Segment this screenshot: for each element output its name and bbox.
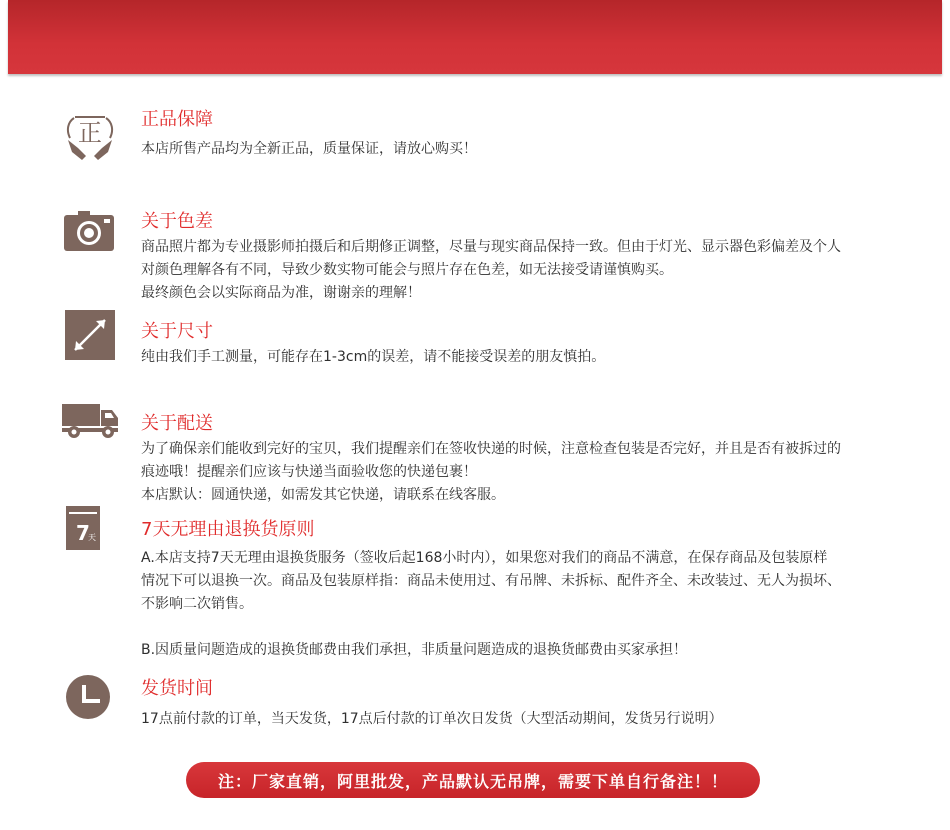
section-title: 发货时间 — [141, 678, 213, 699]
size-icon — [60, 307, 120, 367]
section-title: 关于尺寸 — [141, 321, 213, 342]
body-line: A.本店支持7天无理由退换货服务（签收后起168小时内），如果您对我们的商品不满意，在保存商品及包装原样 — [141, 550, 828, 566]
section-title: 7天无理由退换货原则 — [141, 519, 315, 540]
body-line: 商品照片都为专业摄影师拍摄后和后期修正调整，尽量与现实商品保持一致。但由于灯光、显示器色彩偏差及个人 — [141, 239, 841, 255]
body-line: 17点前付款的订单，当天发货，17点后付款的订单次日发货（大型活动期间，发货另行说明） — [141, 711, 723, 727]
section-body — [141, 346, 931, 369]
body-spacer — [141, 616, 931, 639]
body-line: 对颜色理解各有不同，导致少数实物可能会与照片存在色差，如无法接受请谨慎购买。 — [141, 262, 673, 278]
body-line: 本店默认：圆通快递，如需发其它快递，请联系在线客服。 — [141, 487, 505, 503]
notice-banner: 注：厂家直销，阿里批发，产品默认无吊牌，需要下单自行备注！！ — [186, 762, 760, 798]
section-title: 关于色差 — [141, 211, 213, 232]
camera-icon — [60, 203, 120, 263]
seven-day-unit: 天 — [88, 533, 96, 542]
body-line: 为了确保亲们能收到完好的宝贝，我们提醒亲们在签收快递的时候，注意检查包装是否完好，并且是否有被拆过的 — [141, 441, 841, 457]
body-line: 痕迹哦！提醒亲们应该与快递当面验收您的快递包裹！ — [141, 464, 477, 480]
seven-day-icon — [60, 504, 120, 564]
section-body — [141, 547, 931, 662]
section-body — [141, 236, 931, 305]
body-line: 情况下可以退换一次。商品及包装原样指：商品未使用过、有吊牌、未拆标、配件齐全、未改装过、无人为损坏、 — [141, 573, 841, 589]
top-banner — [8, 0, 942, 74]
section-body — [141, 138, 931, 161]
seven-day-number: 7 — [76, 521, 90, 545]
clock-icon — [60, 673, 120, 733]
section-title: 正品保障 — [141, 109, 213, 130]
body-line: 本店所售产品均为全新正品，质量保证，请放心购买！ — [141, 141, 477, 157]
genuine-icon-glyph: 正 — [78, 119, 102, 147]
body-line: 不影响二次销售。 — [141, 596, 253, 612]
section-body — [141, 708, 931, 731]
section-title: 关于配送 — [141, 413, 213, 434]
genuine-icon — [60, 108, 120, 168]
body-line: 纯由我们手工测量，可能存在1-3cm的误差，请不能接受误差的朋友慎拍。 — [141, 349, 606, 365]
body-line: 最终颜色会以实际商品为准，谢谢亲的理解！ — [141, 285, 421, 301]
section-body — [141, 438, 931, 507]
truck-icon — [60, 398, 124, 458]
body-line: B.因质量问题造成的退换货邮费由我们承担，非质量问题造成的退换货邮费由买家承担！ — [141, 642, 688, 658]
